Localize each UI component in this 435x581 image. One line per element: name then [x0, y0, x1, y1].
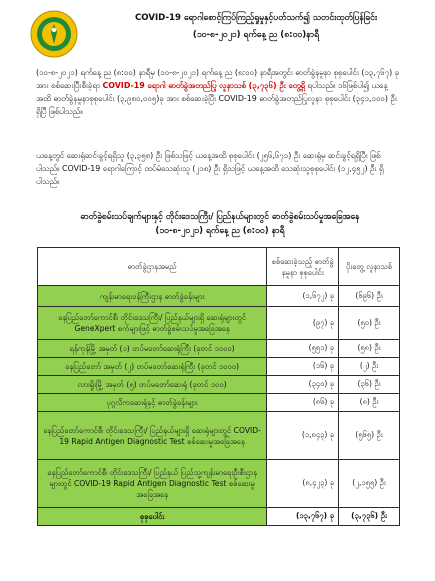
table-row	[38, 286, 400, 307]
row-positive: (၆၉၆) ဦး	[339, 286, 400, 307]
table-row	[38, 358, 400, 376]
row-location: နေပြည်တော်ကောင်စီ၊ တိုင်းဒေသကြီး/ ပြည်နယ်များရှိ ဆေးရုံများတွင် GeneXpert စက်များဖြင့် ဓာတ်ခွဲစမ်းသပ်မှုအခြေအနေ	[38, 307, 267, 340]
row-positive: (၅၈) ဦး	[339, 340, 400, 358]
row-tested: (၃၄၀) ခု	[267, 376, 339, 394]
row-location: ရန်ကုန်မြို့ အမှတ် (၁) တပ်မတော်ဆေးရုံကြီး (ခုတင် ၁၀၀၀)	[38, 340, 267, 358]
discharge-death-paragraph: ယနေ့တွင် ဆေးရုံဆင်းခွင့်ရရှိသူ (၃,၃၅၈) ဦး ဖြစ်သဖြင့် ယနေ့အထိ စုစုပေါင်း (၂၅၆,၆၇၁) ဦး ဆေးရုံမှ ဆင်းခွင့်ရရှိပြီး ဖြစ်ပါသည်။ COVID-19 ရောဂါကြောင့် ထပ်မံသေဆုံးသူ (၂၁၈) ဦး ရှိသဖြင့် ယနေ့အထိ သေဆုံးသူစုစုပေါင်း (၁၂,၄၅၂) ဦး ရှိပါသည်။	[36, 151, 384, 186]
table-row	[38, 394, 400, 412]
summary-text-part2: ရပါသည်။ ၁၆ဖြစ်ပါ၍ ယနေ့အထိ ဓာတ်ခွဲနမူနာစုစုပေါင်း (၃,၉၈၀,၀၀၅)ခု အား စစ်ဆေးခဲ့ပြီး COVID-19 ဓာတ်ခွဲအတည်ပြုလူနာ စုစုပေါင်း (၃၄၁,၁၀၀) ဦး ရှိပြီ ဖြစ်ပါသည်။	[36, 81, 397, 116]
page-title: COVID-19 ရောဂါစောင့်ကြပ်ကြည့်ရှုမှုနှင့်ပတ်သက်၍ သတင်းထုတ်ပြန်ခြင်း	[134, 13, 378, 23]
row-positive: (၂) ဦး	[339, 358, 400, 376]
lab-results-table	[37, 247, 400, 526]
row-positive: (၂,၁၅၅) ဦး	[339, 460, 400, 508]
total-positive: (၃,၇၃၆) ဦး	[339, 508, 400, 526]
row-tested: (၉၇) ခု	[267, 307, 339, 340]
ministry-seal-logo	[30, 10, 78, 58]
new-cases-highlight: COVID-19 ရောဂါ ဓာတ်ခွဲအတည်ပြု လူနာသစ် (၃,၇၃၆) ဦး တွေ့ရှိ	[102, 81, 306, 90]
table-caption: ဓာတ်ခွဲစမ်းသပ်ချက်များနှင့် တိုင်းဒေသကြီး/ ပြည်နယ်များတွင် ဓာတ်ခွဲစမ်းသပ်မှုအခြေအနေ	[80, 212, 360, 222]
header-location: ဓာတ်ခွဲဌာနအမည်	[38, 248, 267, 286]
table-caption-date: (၁၀-၈-၂၀၂၁) ရက်နေ့ ည (၈:၀၀) နာရီ	[155, 226, 285, 236]
row-location: ပုဂ္ဂလိကဆေးရုံနှင့် ဓာတ်ခွဲခန်းများ	[38, 394, 267, 412]
report-date: (၁၀-၈-၂၀၂၁) ရက်နေ့ ည (၈:၀၀)နာရီ	[192, 30, 320, 40]
table-row	[38, 340, 400, 358]
document-header	[0, 0, 435, 62]
summary-paragraph	[36, 66, 402, 118]
row-location: နေပြည်တော်ကောင်စီ၊ တိုင်းဒေသကြီး/ ပြည်နယ်များရှိ ဆေးရုံများတွင် COVID-19 Rapid Antigen Diagnostic Test စစ်ဆေးမှုအခြေအနေ	[38, 412, 267, 460]
row-location: ကျန်းမာရေးဝန်ကြီးဌာန ဓာတ်ခွဲခန်းများ	[38, 286, 267, 307]
table-total-row	[38, 508, 400, 526]
row-location: လားရှိုးမြို့ အမှတ် (၅) တပ်မတော်ဆေးရုံ (ခုတင် ၁၀၀)	[38, 376, 267, 394]
row-tested: (၁,၈၄၃) ခု	[267, 412, 339, 460]
row-location: နေပြည်တော် အမှတ် (၂) တပ်မတော်ဆေးရုံကြီး (ခုတင် ၁၀၀၀)	[38, 358, 267, 376]
row-tested: (၈,၄၂၃) ခု	[267, 460, 339, 508]
row-tested: (၁,၆၇၂) ခု	[267, 286, 339, 307]
row-positive: (၅၆၅) ဦး	[339, 412, 400, 460]
header-positive: ပိုးတွေ့ လူနာသစ်	[339, 248, 400, 286]
table-header-row	[38, 248, 400, 286]
total-label: စုစုပေါင်း	[38, 508, 267, 526]
header-tested: စစ်ဆေးခဲ့သည့် ဓာတ်ခွဲနမူနာ စုစုပေါင်း	[267, 248, 339, 286]
row-tested: (၅၅၁) ခု	[267, 340, 339, 358]
row-positive: (၈) ဦး	[339, 394, 400, 412]
row-positive: (၃၆) ဦး	[339, 376, 400, 394]
total-tested: (၁၃,၇၆၇) ခု	[267, 508, 339, 526]
row-positive: (၅၀) ဦး	[339, 307, 400, 340]
table-row	[38, 412, 400, 460]
summary-text-part1: (၁၀-၈-၂၀၂၁) ရက်နေ့ ည (၈:၀၀) နာရီမှ (၁၀-၈-၂၀၂၁) ရက်နေ့ ည (၈:၀၀) နာရီအတွင်း ဓာတ်ခွဲနမူနာ စုစုပေါင်း (၁၃,၇၆၇) ခုအား စစ်ဆေးပြီးစီးခဲ့ရာ	[36, 68, 400, 90]
table-row	[38, 307, 400, 340]
row-location: နေပြည်တော်ကောင်စီ၊ တိုင်းဒေသကြီး/ ပြည်နယ် ပြည်သူ့ကျန်းမာရေးဦးစီးဌာနများတွင် COVID-19 Rapid Antigen Diagnostic Test စစ်ဆေးမှုအခြေအနေ	[38, 460, 267, 508]
row-tested: (၁၆) ခု	[267, 358, 339, 376]
table-row	[38, 376, 400, 394]
row-tested: (၈၆) ခု	[267, 394, 339, 412]
table-row	[38, 460, 400, 508]
